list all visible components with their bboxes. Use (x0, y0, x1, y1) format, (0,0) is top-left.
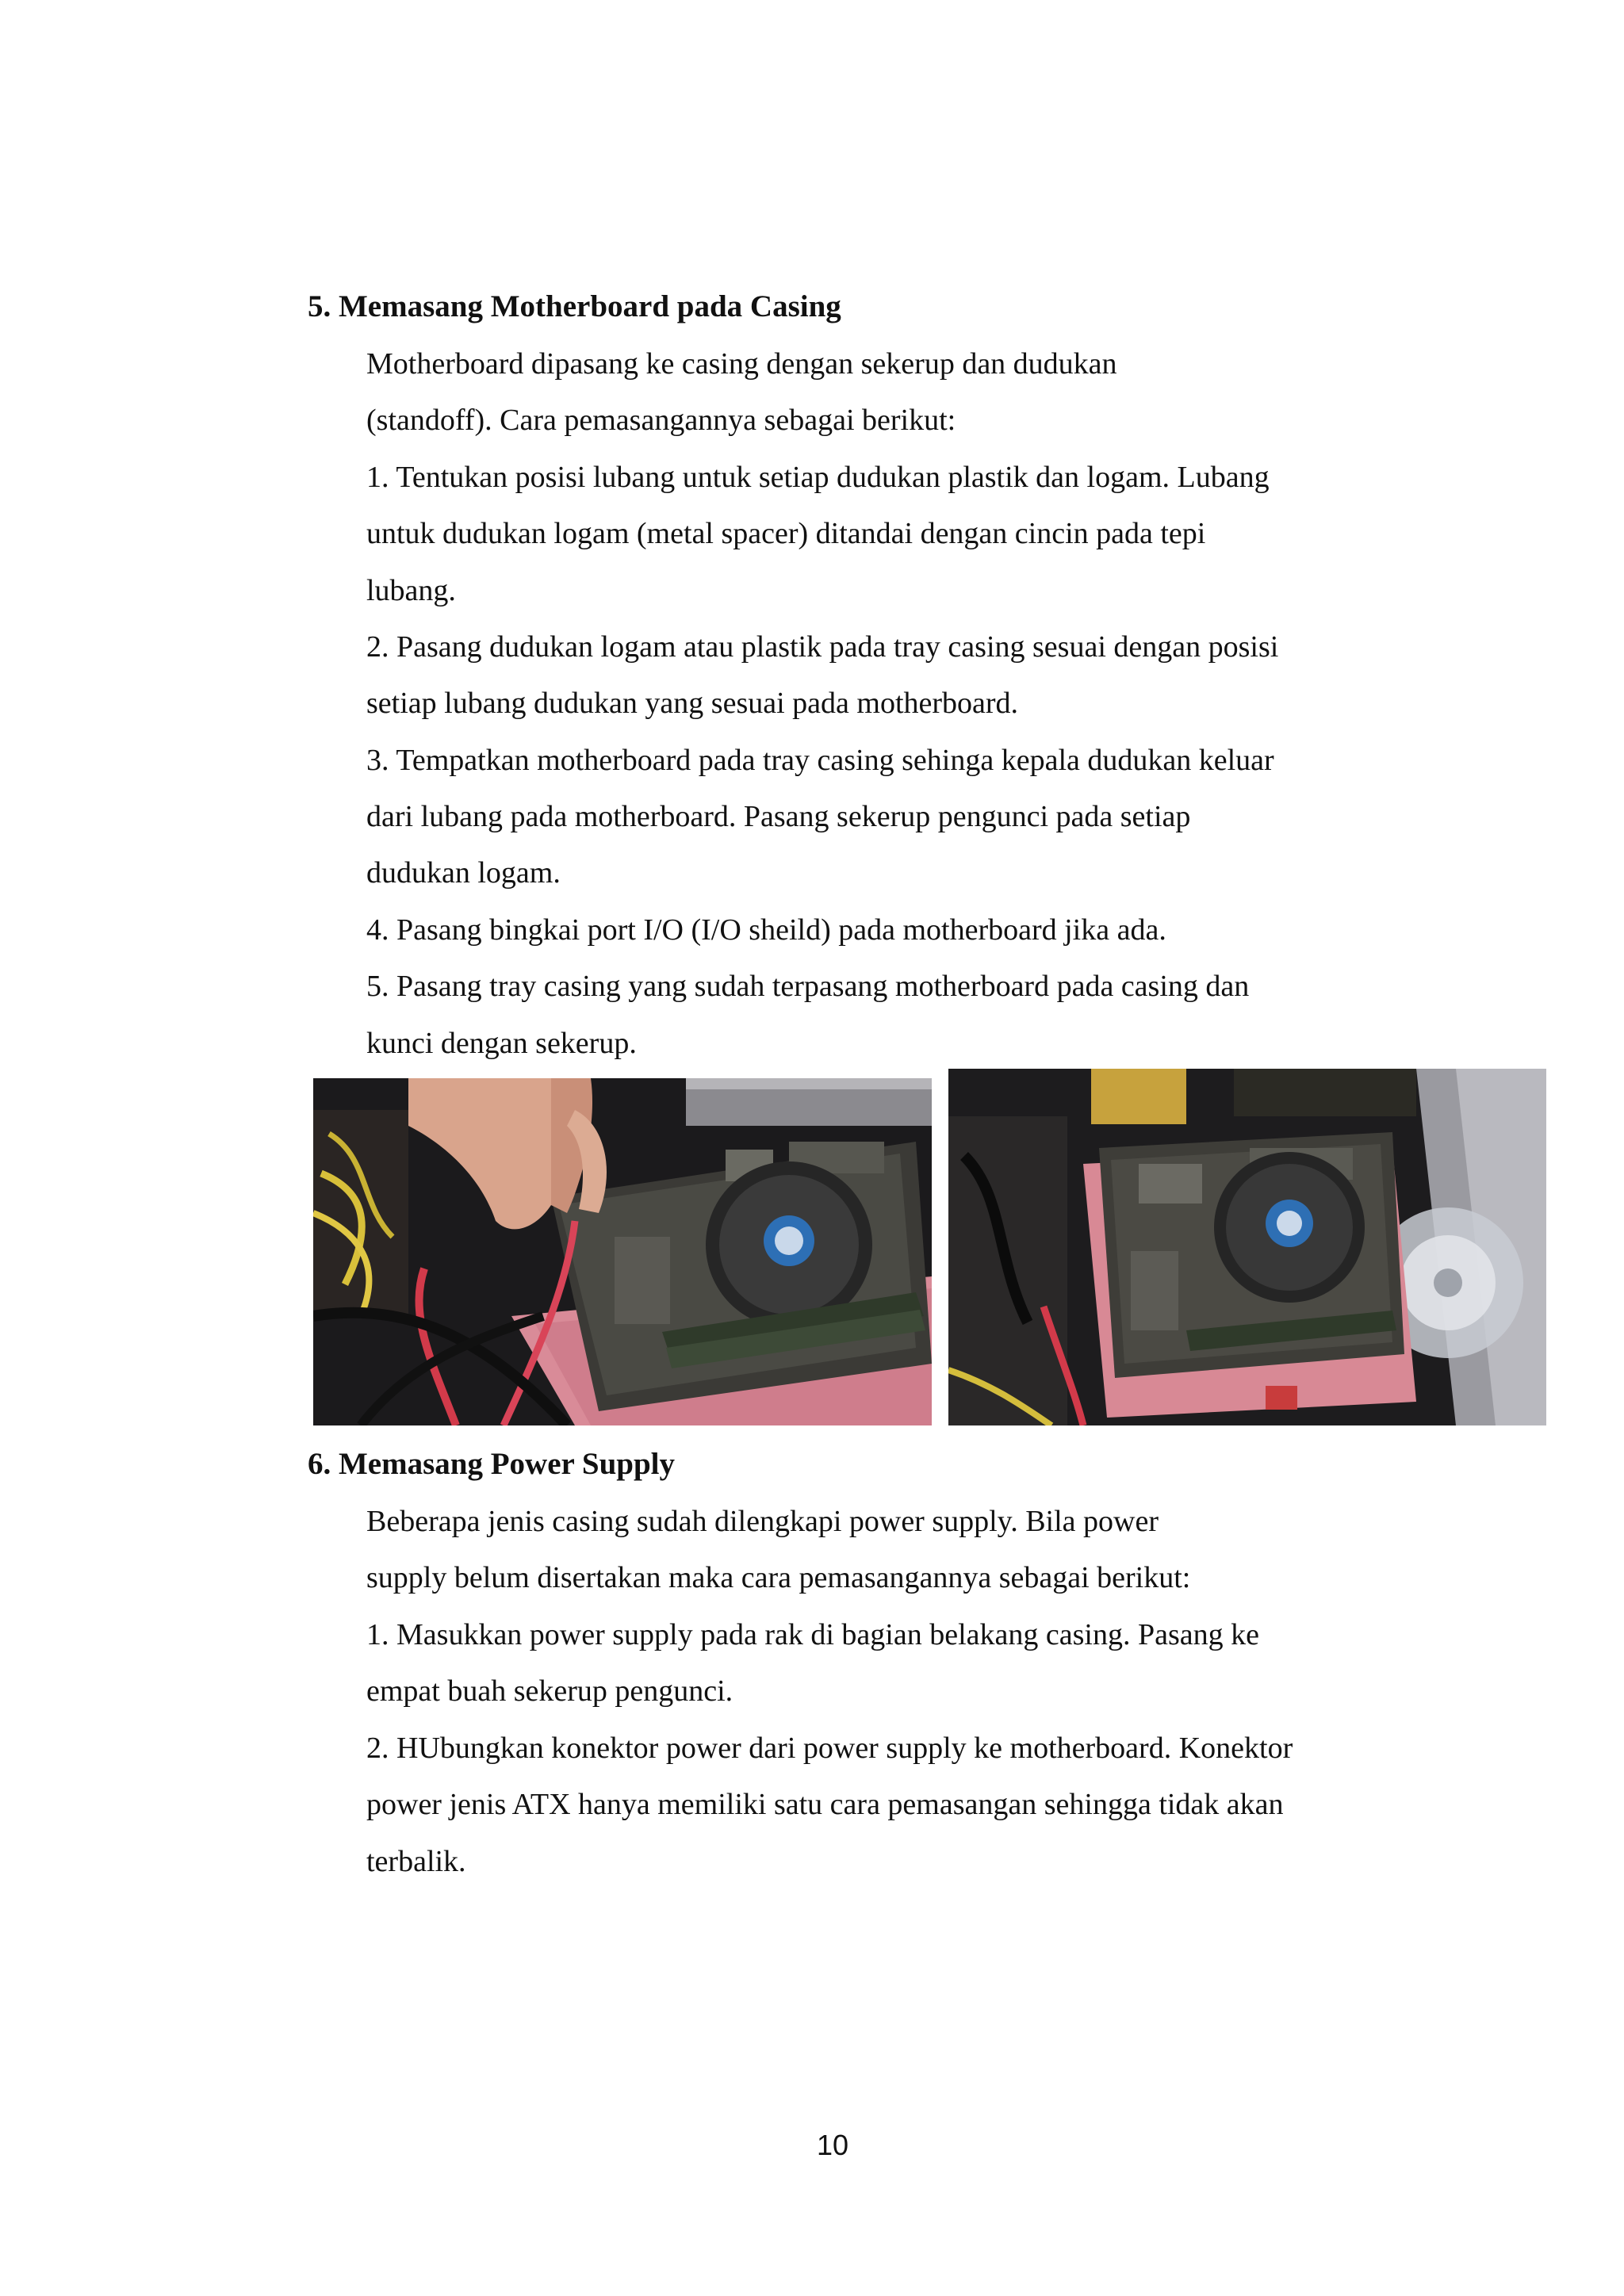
section-6-heading: 6. Memasang Power Supply (308, 1447, 675, 1481)
motherboard-install-photo-2 (948, 1069, 1546, 1425)
section-5-line-2: (standoff). Cara pemasangannya sebagai berikut: (366, 404, 956, 437)
section-5-line-4: untuk dudukan logam (metal spacer) ditandai dengan cincin pada tepi (366, 517, 1206, 550)
section-5-line-1: Motherboard dipasang ke casing dengan sekerup dan dudukan (366, 347, 1117, 381)
section-5-line-6: 2. Pasang dudukan logam atau plastik pada tray casing sesuai dengan posisi (366, 630, 1279, 664)
section-5-line-10: dudukan logam. (366, 856, 561, 890)
section-6-line-2: supply belum disertakan maka cara pemasangannya sebagai berikut: (366, 1561, 1191, 1594)
section-5-line-12: 5. Pasang tray casing yang sudah terpasang motherboard pada casing dan (366, 970, 1250, 1003)
section-6-line-3: 1. Masukkan power supply pada rak di bagian belakang casing. Pasang ke (366, 1618, 1259, 1651)
section-5-line-5: lubang. (366, 574, 456, 607)
section-5-line-7: setiap lubang dudukan yang sesuai pada motherboard. (366, 687, 1019, 720)
motherboard-install-photo-1 (313, 1078, 932, 1425)
section-6-line-4: empat buah sekerup pengunci. (366, 1674, 733, 1708)
section-6-line-6: power jenis ATX hanya memiliki satu cara pemasangan sehingga tidak akan (366, 1788, 1284, 1821)
section-6-line-5: 2. HUbungkan konektor power dari power supply ke motherboard. Konektor (366, 1732, 1293, 1765)
section-5-line-8: 3. Tempatkan motherboard pada tray casing sehinga kepala dudukan keluar (366, 744, 1274, 777)
section-5-line-11: 4. Pasang bingkai port I/O (I/O sheild) pada motherboard jika ada. (366, 913, 1166, 947)
section-5-line-13: kunci dengan sekerup. (366, 1027, 637, 1060)
section-5-line-9: dari lubang pada motherboard. Pasang sekerup pengunci pada setiap (366, 800, 1191, 833)
section-6-line-1: Beberapa jenis casing sudah dilengkapi power supply. Bila power (366, 1505, 1159, 1538)
page-number: 10 (816, 2129, 849, 2161)
section-5-heading: 5. Memasang Motherboard pada Casing (308, 289, 841, 323)
section-5-line-3: 1. Tentukan posisi lubang untuk setiap dudukan plastik dan logam. Lubang (366, 461, 1270, 494)
section-6-line-7: terbalik. (366, 1845, 466, 1878)
